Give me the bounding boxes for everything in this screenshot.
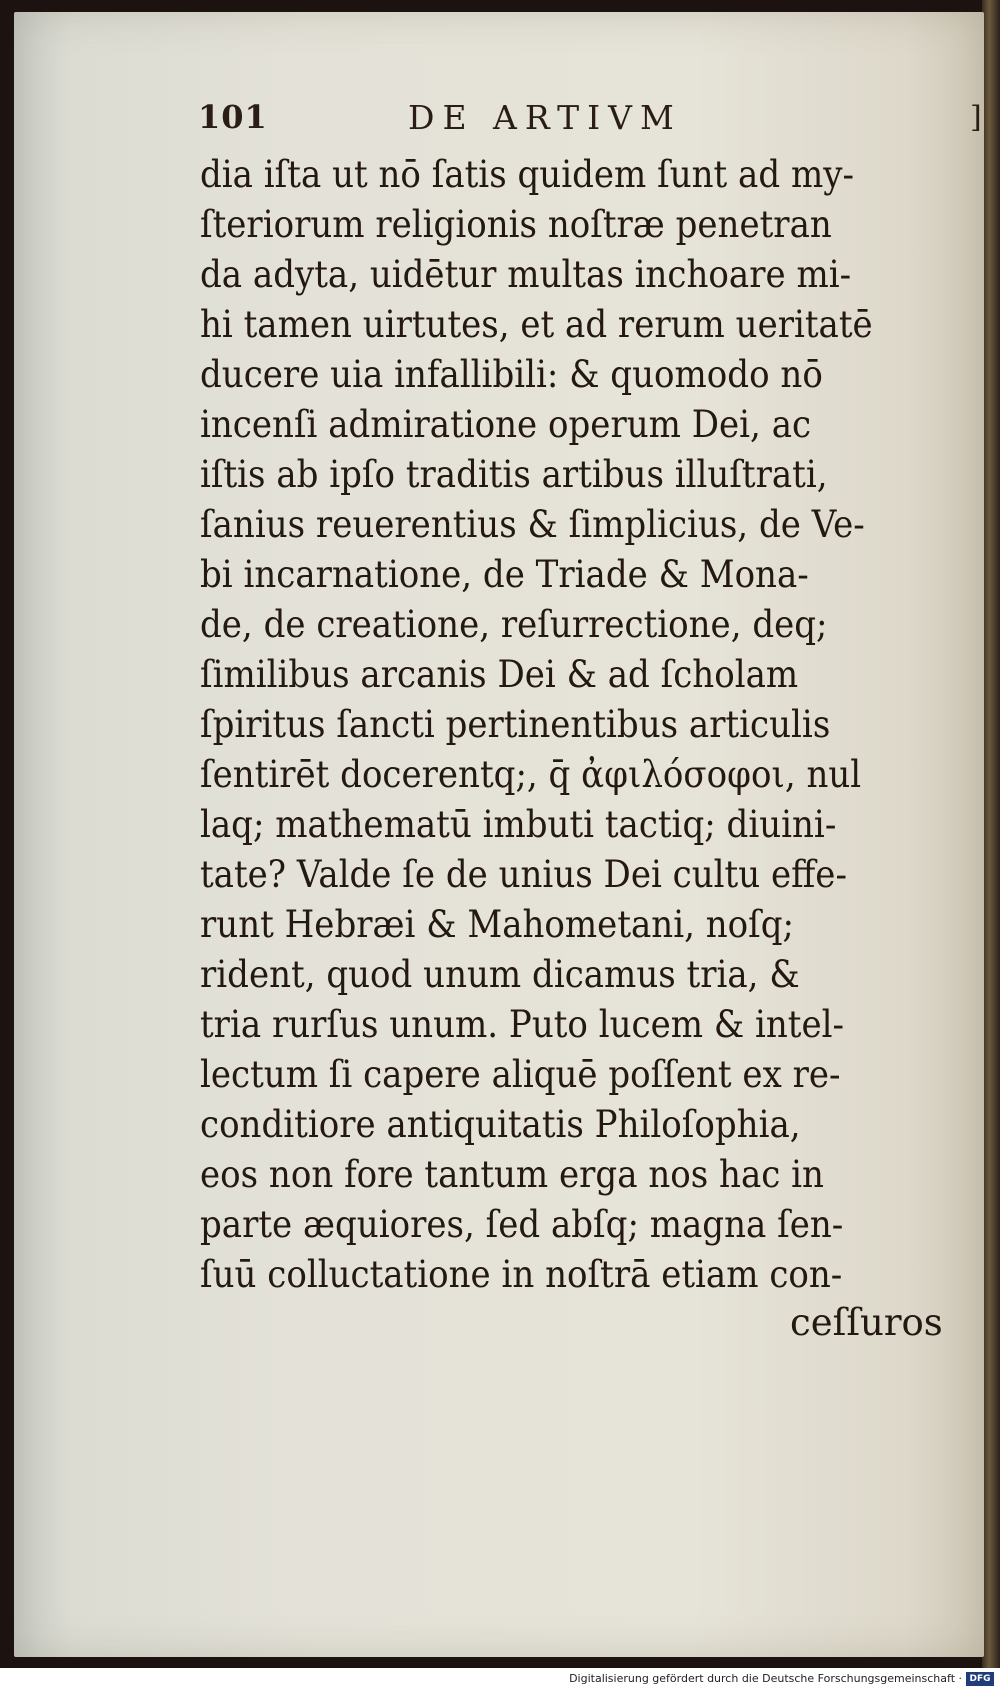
corner-mark: ] <box>970 100 982 135</box>
text-line: de, de creatione, reſurrectione, deq; <box>200 603 828 646</box>
footer-bar <box>0 1668 1000 1693</box>
text-line: laq; mathematū imbuti tactiq; diuini- <box>200 803 837 846</box>
running-head: DE ARTIVM <box>408 98 682 137</box>
text-line: parte æquiores, ſed abſq; magna ſen- <box>200 1203 844 1246</box>
text-line: tria rurſus unum. Puto lucem & intel- <box>200 1003 845 1046</box>
text-line: ſanius reuerentius & ſimplicius, de Ve- <box>200 503 865 546</box>
book-spine-edge <box>982 0 1000 1668</box>
body-text <box>200 150 880 1300</box>
text-line: bi incarnatione, de Triade & Mona- <box>200 553 809 596</box>
dfg-logo-icon: DFG <box>966 1672 994 1686</box>
text-line: ſpiritus ſancti pertinentibus articulis <box>200 703 831 746</box>
catchword: ceſſuros <box>790 1301 943 1344</box>
text-line: lectum ſi capere aliquē poſſent ex re- <box>200 1053 841 1096</box>
text-line: ſimilibus arcanis Dei & ad ſcholam <box>200 653 799 696</box>
text-line: ſuū colluctatione in noſtrā etiam con- <box>200 1253 843 1296</box>
text-line: tate? Valde ſe de unius Dei cultu effe- <box>200 853 847 896</box>
text-line: ſentirēt docerentq;, q̄ ἀφιλόσοφοι, nul <box>200 753 862 796</box>
text-line: hi tamen uirtutes, et ad rerum ueritatē <box>200 303 873 346</box>
funding-credit: Digitalisierung gefördert durch die Deutsche Forschungsgemeinschaft · <box>569 1672 962 1685</box>
text-line: runt Hebræi & Mahometani, noſq; <box>200 903 795 946</box>
page-number: 101 <box>198 98 268 136</box>
text-line: eos non fore tantum erga nos hac in <box>200 1153 824 1196</box>
text-line: conditiore antiquitatis Philoſophia, <box>200 1103 801 1146</box>
page-header <box>198 98 898 142</box>
text-line: ſteriorum religionis noſtræ penetran <box>200 203 832 246</box>
text-line: dia iſta ut nō ſatis quidem ſunt ad my- <box>200 153 854 196</box>
text-line: da adyta, uidētur multas inchoare mi- <box>200 253 852 296</box>
text-line: incenſi admiratione operum Dei, ac <box>200 403 812 446</box>
text-line: rident, quod unum dicamus tria, & <box>200 953 800 996</box>
text-line: iſtis ab ipſo traditis artibus illuſtrati, <box>200 453 828 496</box>
text-line: ducere uia infallibili: & quomodo nō <box>200 353 823 396</box>
